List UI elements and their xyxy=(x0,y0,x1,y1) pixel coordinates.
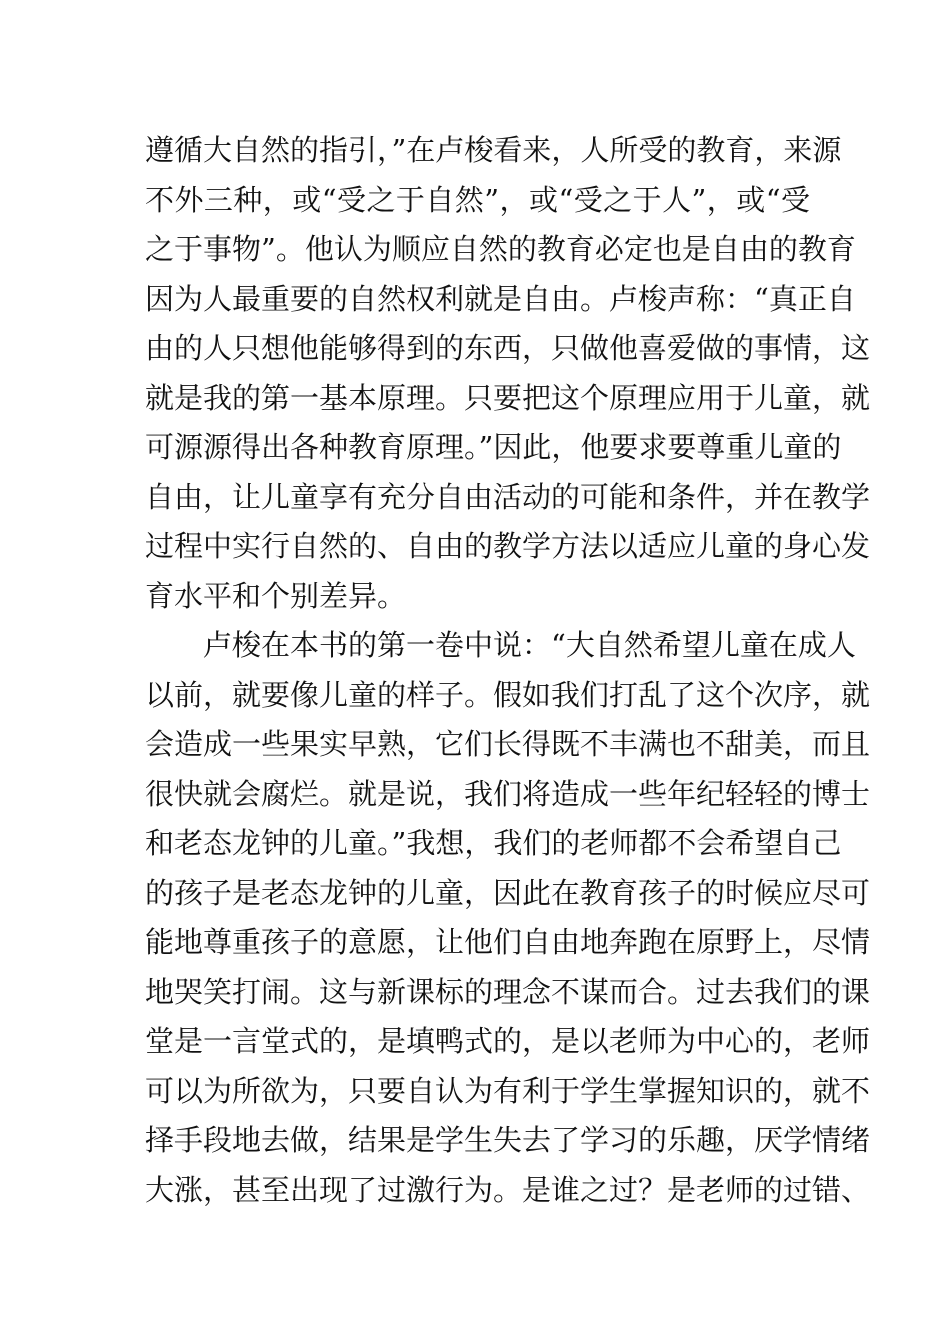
text-line: 和老态龙钟的儿童。”我想，我们的老师都不会希望自己 xyxy=(145,826,842,860)
text-line: 很快就会腐烂。就是说，我们将造成一些年纪轻轻的博士 xyxy=(145,776,871,811)
paragraph-1 xyxy=(145,126,871,621)
text-line: 育水平和个别差异。 xyxy=(145,578,407,613)
text-line: 由的人只想他能够得到的东西，只做他喜爱做的事情，这 xyxy=(145,331,871,365)
text-line: 可源源得出各种教育原理。”因此，他要求要尊重儿童的 xyxy=(145,430,842,464)
text-line: 因为人最重要的自然权利就是自由。卢梭声称：“真正自 xyxy=(145,281,856,316)
paragraph-2 xyxy=(145,621,871,1215)
text-line: 遵循大自然的指引，”在卢梭看来，人所受的教育，来源 xyxy=(145,133,842,167)
text-line: 自由，让儿童享有充分自由活动的可能和条件，并在教学 xyxy=(145,479,871,514)
text-line: 择手段地去做，结果是学生失去了学习的乐趣，厌学情绪 xyxy=(145,1123,871,1157)
text-line: 会造成一些果实早熟，它们长得既不丰满也不甜美，而且 xyxy=(145,727,871,761)
text-line: 过程中实行自然的、自由的教学方法以适应儿童的身心发 xyxy=(145,529,871,563)
text-line: 可以为所欲为，只要自认为有利于学生掌握知识的，就不 xyxy=(145,1073,871,1108)
text-line: 能地尊重孩子的意愿，让他们自由地奔跑在原野上，尽情 xyxy=(145,925,871,959)
text-line: 卢梭在本书的第一卷中说：“大自然希望儿童在成人 xyxy=(203,628,856,662)
text-line: 地哭笑打闹。这与新课标的理念不谋而合。过去我们的课 xyxy=(145,974,871,1009)
text-line: 之于事物”。他认为顺应自然的教育必定也是自由的教育 xyxy=(145,232,856,266)
text-line: 以前，就要像儿童的样子。假如我们打乱了这个次序，就 xyxy=(145,677,871,712)
text-line: 的孩子是老态龙钟的儿童，因此在教育孩子的时候应尽可 xyxy=(145,875,871,910)
text-line: 就是我的第一基本原理。只要把这个原理应用于儿童，就 xyxy=(145,380,871,415)
text-line: 大涨，甚至出现了过激行为。是谁之过？是老师的过错、 xyxy=(145,1172,871,1207)
text-line: 堂是一言堂式的，是填鸭式的，是以老师为中心的，老师 xyxy=(145,1024,871,1058)
body-text xyxy=(145,126,871,1215)
text-line: 不外三种，或“受之于自然”，或“受之于人”，或“受 xyxy=(145,182,810,217)
